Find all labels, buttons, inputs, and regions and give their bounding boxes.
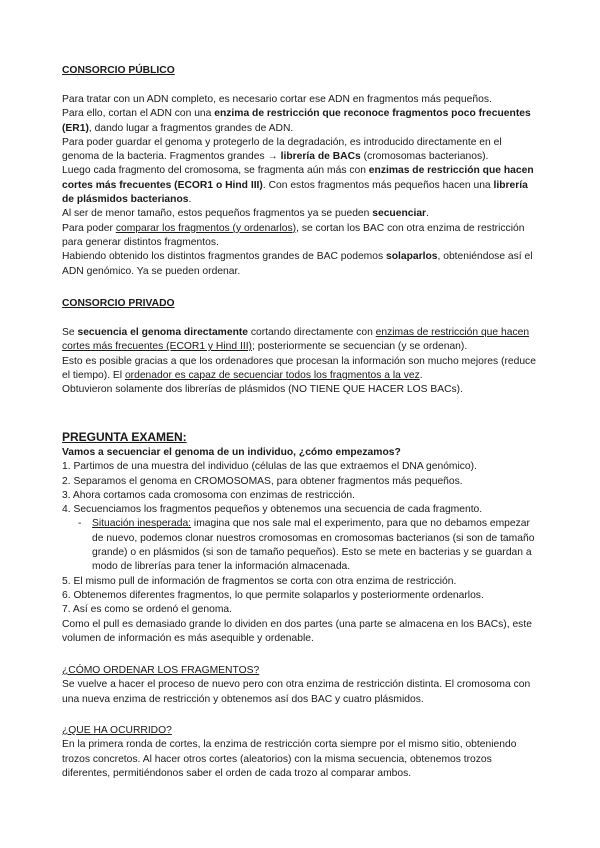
list-item: 4. Secuenciamos los fragmentos pequeños y obtenemos una secuencia de cada fragmento. xyxy=(62,504,483,516)
section-publico-body xyxy=(62,93,540,279)
paragraph: Habiendo obtenido los distintos fragmentos grandes de BAC podemos solaparlos, obteniéndose así el ADN genómico. Ya se pueden ordenar. xyxy=(62,251,533,277)
paragraph: Se vuelve a hacer el proceso de nuevo pero con otra enzima de restricción distinta. El cromosoma con una nueva enzima de restricción y obtenemos así dos BAC y cuatro plásmidos. xyxy=(62,679,531,705)
paragraph: Se secuencia el genoma directamente cortando directamente con enzimas de restricción que hacen cortes más frecuentes (ECOR1 y Hind III); posteriormente se secuencian (y se ordenan). xyxy=(62,327,530,353)
section-ocurrido xyxy=(62,724,540,781)
paragraph: Para ello, cortan el ADN con una enzima de restricción que reconoce fragmentos poco frecuentes (ER1), dando lugar a fragmentos grandes de ADN. xyxy=(62,108,531,134)
section-privado-body xyxy=(62,326,540,397)
list-item: 5. El mismo pull de información de fragmentos se corta con otra enzima de restricción. xyxy=(62,575,457,587)
paragraph: Luego cada fragmento del cromosoma, se fragmenta aún más con enzimas de restricción que hacen cortes más frecuentes (ECOR1 o Hind III). Con estos fragmentos más pequeños hacen una librería de plásmidos bacterianos. xyxy=(62,165,534,206)
paragraph: Esto es posible gracias a que los ordenadores que procesan la información son mucho mejores (reduce el tiempo). El ordenador es capaz de secuenciar todos los fragmentos a la vez. xyxy=(62,355,536,381)
section-examen-body xyxy=(62,446,540,646)
heading: CONSORCIO PRIVADO xyxy=(62,298,175,309)
heading: PREGUNTA EXAMEN: xyxy=(62,430,187,444)
list-item: 1. Partimos de una muestra del individuo (células de las que extraemos el DNA genómico). xyxy=(62,461,477,473)
paragraph: Para tratar con un ADN completo, es necesario cortar ese ADN en fragmentos más pequeños. xyxy=(62,94,492,105)
paragraph: En la primera ronda de cortes, la enzima de restricción corta siempre por el mismo sitio, obteniendo trozos concretos. Al hacer otros cortes (aleatorios) con la misma secuencia, obtenemos trozos diferentes, permitiéndonos saber el orden de cada trozo al comparar ambos. xyxy=(62,739,517,779)
paragraph: Al ser de menor tamaño, estos pequeños fragmentos ya se pueden secuenciar. xyxy=(62,208,429,220)
list-item: 2. Separamos el genoma en CROMOSOMAS, para obtener fragmentos más pequeños. xyxy=(62,475,463,487)
paragraph: Obtuvieron solamente dos librerías de plásmidos (NO TIENE QUE HACER LOS BACs). xyxy=(62,384,463,396)
question: Vamos a secuenciar el genoma de un individuo, ¿cómo empezamos? xyxy=(62,447,401,458)
heading: ¿CÓMO ORDENAR LOS FRAGMENTOS? xyxy=(62,665,260,676)
list-item: 6. Obtenemos diferentes fragmentos, lo que permite solaparlos y posteriormente ordenarlos. xyxy=(62,589,484,601)
paragraph: Como el pull es demasiado grande lo dividen en dos partes (una parte se almacena en los BACs), este volumen de información es más asequible y ordenable. xyxy=(62,618,532,644)
heading: ¿QUE HA OCURRIDO? xyxy=(62,725,172,736)
list-item: 7. Así es como se ordenó el genoma. xyxy=(62,604,232,616)
list-item: 3. Ahora cortamos cada cromosoma con enzimas de restricción. xyxy=(62,489,356,501)
section-title-examen xyxy=(62,430,540,446)
section-ordenar xyxy=(62,664,540,707)
section-title-privado xyxy=(62,297,540,311)
heading: CONSORCIO PÚBLICO xyxy=(62,65,175,76)
paragraph: Para poder comparar los fragmentos (y ordenarlos), se cortan los BAC con otra enzima de restricción para generar distintos fragmentos. xyxy=(62,222,525,248)
paragraph: Para poder guardar el genoma y protegerlo de la degradación, es introducido directamente en el genoma de la bacteria. Fragmentos grandes → librería de BACs (cromosomas bacterianos). xyxy=(62,136,502,163)
sub-list-item: - Situación inesperada: imagina que nos sale mal el experimento, para que no debamos empezar de nuevo, podemos clonar nuestros cromosomas en cromosomas bacterianos (si son de tamaño grande) o en plásmidos (si son de tamaño pequeños). Esto se mete en bacterias y se guardan a modo de librerías para tener la información almacenada. xyxy=(78,518,535,573)
section-title-publico xyxy=(62,64,540,78)
